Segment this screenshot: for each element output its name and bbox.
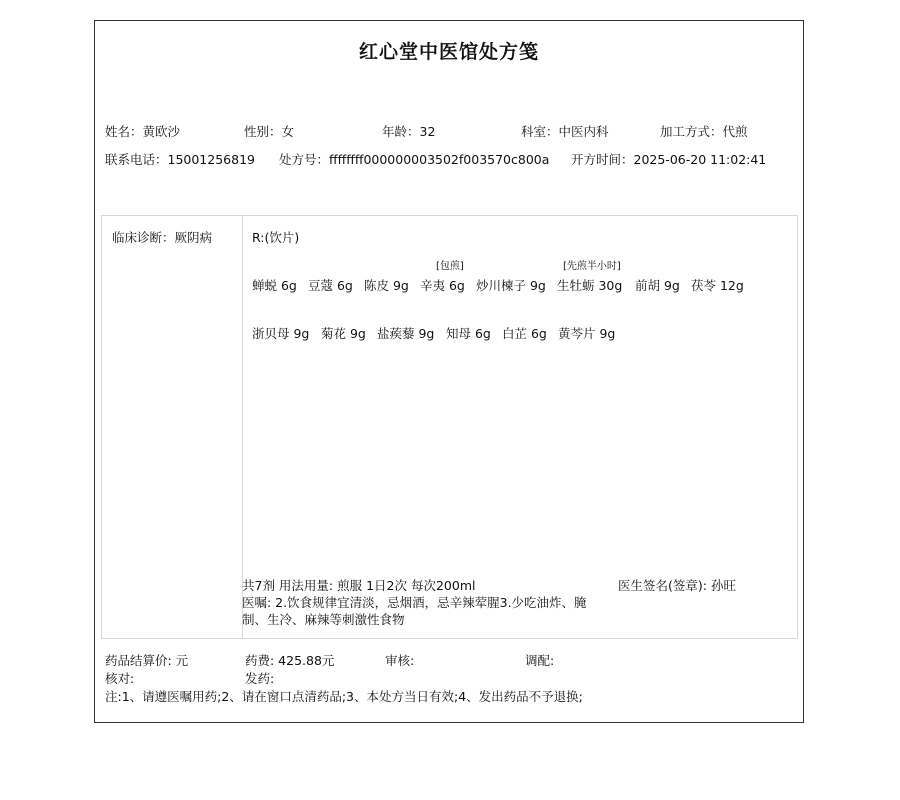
herb-item: 浙贝母 9g <box>252 326 310 341</box>
herb-item: 辛夷 6g <box>420 278 465 293</box>
patient-age: 年龄：32 <box>382 124 436 139</box>
prescription-number: 处方号：ffffffff000000003502f003570c800a <box>279 152 550 167</box>
notice-text: 注:1、请遵医嘱用药;2、请在窗口点清药品;3、本处方当日有效;4、发出药品不予退换; <box>105 689 583 704</box>
column-divider <box>242 216 243 638</box>
herb-item: 茯苓 12g <box>691 278 744 293</box>
doctor-signature: 医生签名(签章): 孙旺 <box>618 578 736 593</box>
check-label: 核对: <box>105 671 135 686</box>
review-label: 审核: <box>385 653 415 668</box>
herb-note-decoct-first: [先煎半小时] <box>563 261 621 272</box>
usage-dosage: 共7剂 用法用量: 煎服 1日2次 每次200ml <box>242 578 476 593</box>
herb-item: 知母 6g <box>446 326 491 341</box>
issue-label: 发药: <box>245 671 275 686</box>
herb-item: 蝉蜕 6g <box>252 278 297 293</box>
herb-item: 陈皮 9g <box>364 278 409 293</box>
herb-item: 生牡蛎 30g <box>557 278 623 293</box>
herb-note-wrapped-decoction: [包煎] <box>436 261 464 272</box>
prescription-page <box>94 20 804 723</box>
processing-method: 加工方式：代煎 <box>660 124 748 139</box>
herb-item: 前胡 9g <box>635 278 680 293</box>
prescription-box <box>101 215 798 639</box>
patient-gender: 性别：女 <box>244 124 295 139</box>
dispense-prep-label: 调配: <box>525 653 555 668</box>
page-title: 红心堂中医馆处方笺 <box>358 41 539 63</box>
herb-item: 豆蔻 6g <box>308 278 353 293</box>
medical-advice: 医嘱: 2.饮食规律宜清淡，忌烟酒，忌辛辣荤腥3.少吃油炸、腌制、生冷、麻辣等刺激性食物 <box>242 595 587 627</box>
drug-fee: 药费: 425.88元 <box>245 653 335 668</box>
herb-item: 盐蒺藜 9g <box>377 326 435 341</box>
clinical-diagnosis: 临床诊断：厥阴病 <box>112 230 213 245</box>
herb-item: 白芷 6g <box>502 326 547 341</box>
herb-item: 黄芩片 9g <box>558 326 616 341</box>
rx-label: R:(饮片) <box>252 230 300 245</box>
settlement-price: 药品结算价: 元 <box>105 653 189 668</box>
patient-name: 姓名：黄欧沙 <box>105 124 181 139</box>
contact-phone: 联系电话：15001256819 <box>105 152 255 167</box>
department: 科室：中医内科 <box>521 124 609 139</box>
herb-item: 菊花 9g <box>321 326 366 341</box>
prescription-time: 开方时间：2025-06-20 11:02:41 <box>571 152 767 167</box>
herb-item: 炒川楝子 9g <box>476 278 546 293</box>
